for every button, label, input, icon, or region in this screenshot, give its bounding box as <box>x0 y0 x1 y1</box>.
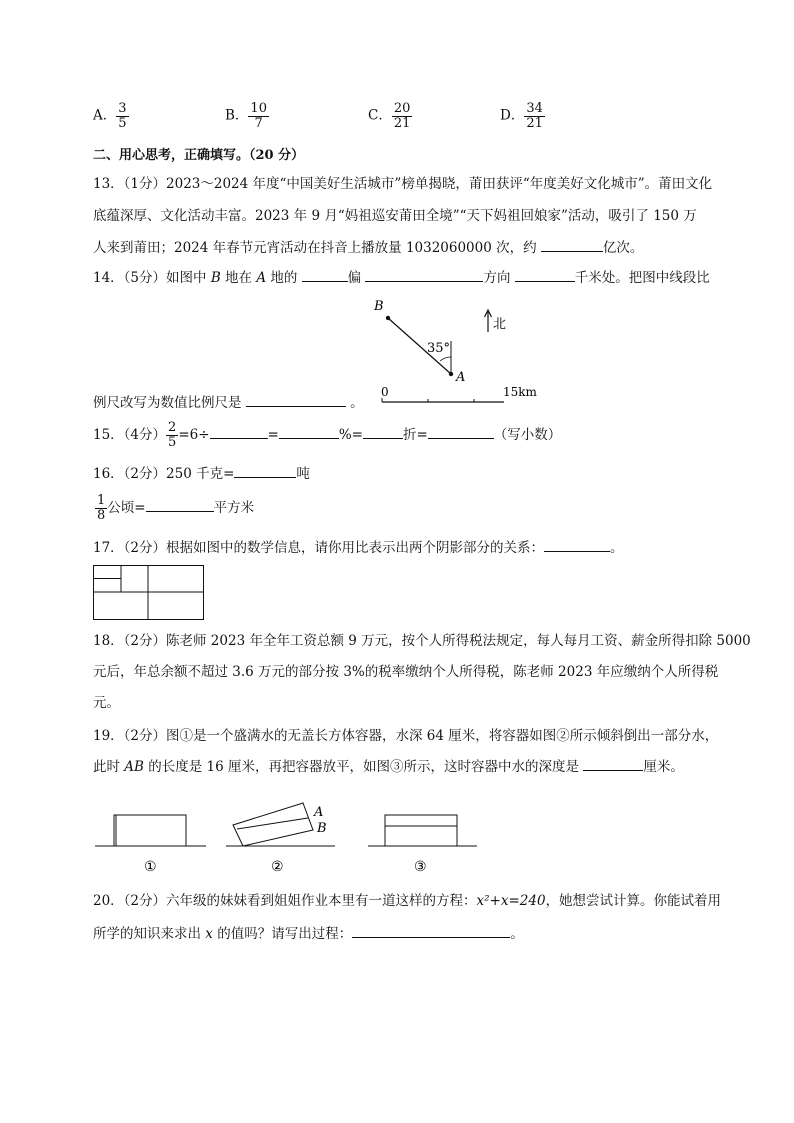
q13-line3: 人来到莆田；2024 年春节元宵活动在抖音上播放量 1032060000 次，约 亿次。 <box>93 240 644 256</box>
q14-direction-figure <box>360 295 560 405</box>
q20-line1: 20．（2分）六年级的妹妹看到姐姐作业本里有一道这样的方程：x²+x=240，她想尝试计算。你能试着用 <box>93 893 722 909</box>
q18-line3: 元。 <box>93 695 120 711</box>
q19-container-figures <box>95 805 495 875</box>
q17-line: 17．（2分）根据如图中的数学信息，请你用比表示出两个阴影部分的关系： 。 <box>93 540 624 556</box>
option-b: B． $\frac{10}{7}$ <box>225 101 267 131</box>
label-a: A <box>314 805 324 820</box>
answer-blank[interactable] <box>352 925 510 938</box>
q17-rectangle-figure <box>93 565 205 621</box>
label-a: A <box>456 370 466 385</box>
q18-line1: 18．（2分）陈老师 2023 年全年工资总额 9 万元，按个人所得税法规定，每人每月工资、薪金所得扣除 5000 <box>93 633 751 649</box>
q14-line1: 14．（5分）如图中 B 地在 A 地的 偏 方向 千米处。把图中线段比 <box>93 270 710 286</box>
answer-blank[interactable] <box>583 758 643 771</box>
fraction: $\frac{10}{7}$ <box>250 101 267 131</box>
q16-line2: $\frac{1}{8}$ 公顷= 平方米 <box>97 493 255 523</box>
north-label: 北 <box>493 317 507 332</box>
q16-line1: 16．（2分）250 千克= 吨 <box>93 466 310 482</box>
container-1 <box>114 815 186 846</box>
water-surface <box>237 818 308 829</box>
answer-blank[interactable] <box>302 269 348 282</box>
option-c: C． $\frac{20}{21}$ <box>368 101 411 131</box>
fraction: $\frac{20}{21}$ <box>393 101 411 131</box>
answer-blank[interactable] <box>279 426 339 439</box>
q12-options <box>93 98 573 138</box>
label-b: B <box>374 299 384 314</box>
scale-zero: 0 <box>381 385 389 399</box>
q13-line1: 13．（1分）2023～2024 年度“中国美好生活城市”榜单揭晓，莆田获评“年度美好文化城市”。莆田文化 <box>93 176 713 192</box>
answer-blank[interactable] <box>146 499 214 512</box>
point-b <box>386 316 390 320</box>
answer-blank[interactable] <box>544 539 610 552</box>
q19-line2: 此时 AB 的长度是 16 厘米，再把容器放平，如图③所示，这时容器中水的深度是 厘米。 <box>93 759 684 775</box>
option-d: D． $\frac{34}{21}$ <box>500 101 543 131</box>
fraction: $\frac{34}{21}$ <box>526 101 543 131</box>
answer-blank[interactable] <box>541 239 603 252</box>
option-a: A． $\frac{3}{5}$ <box>93 101 127 131</box>
q18-line2: 元后，年总余额不超过 3.6 万元的部分按 3%的税率缴纳个人所得税，陈老师 2023 年应缴纳个人所得税 <box>93 664 719 680</box>
answer-blank[interactable] <box>246 394 346 407</box>
answer-blank[interactable] <box>365 269 483 282</box>
section-title: 二、用心思考，正确填写。（20 分） <box>93 148 305 163</box>
container-3 <box>385 815 457 846</box>
fraction: $\frac{2}{5}$ <box>168 420 177 450</box>
q14-line2: 例尺改写为数值比例尺是 。 <box>93 395 364 411</box>
fraction: $\frac{1}{8}$ <box>97 493 106 523</box>
caption-2: ② <box>271 859 284 875</box>
caption-3: ③ <box>414 859 427 875</box>
answer-blank[interactable] <box>515 269 575 282</box>
caption-1: ① <box>144 859 157 875</box>
q19-line1: 19．（2分）图①是一个盛满水的无盖长方体容器，水深 64 厘米，将容器如图②所示倾斜倒出一部分水， <box>93 728 719 744</box>
fraction: $\frac{3}{5}$ <box>118 101 127 131</box>
angle-label: 35° <box>427 341 451 356</box>
answer-blank[interactable] <box>428 426 494 439</box>
q13-line2: 底蕴深厚、文化活动丰富。2023 年 9 月“妈祖巡安莆田全境”“天下妈祖回娘家”活动，吸引了 150 万 <box>93 208 697 224</box>
q15-line: 15．（4分） $\frac{2}{5}$ =6÷ = %= 折= （写小数） <box>93 420 562 450</box>
angle-arc <box>440 357 451 361</box>
q20-line2: 所学的知识来求出 x 的值吗？请写出过程： 。 <box>93 926 524 942</box>
answer-blank[interactable] <box>363 426 403 439</box>
answer-blank[interactable] <box>210 426 268 439</box>
scale-end: 15km <box>503 385 537 399</box>
label-b: B <box>317 821 327 836</box>
answer-blank[interactable] <box>234 465 296 478</box>
container-2-tilted <box>233 803 313 846</box>
